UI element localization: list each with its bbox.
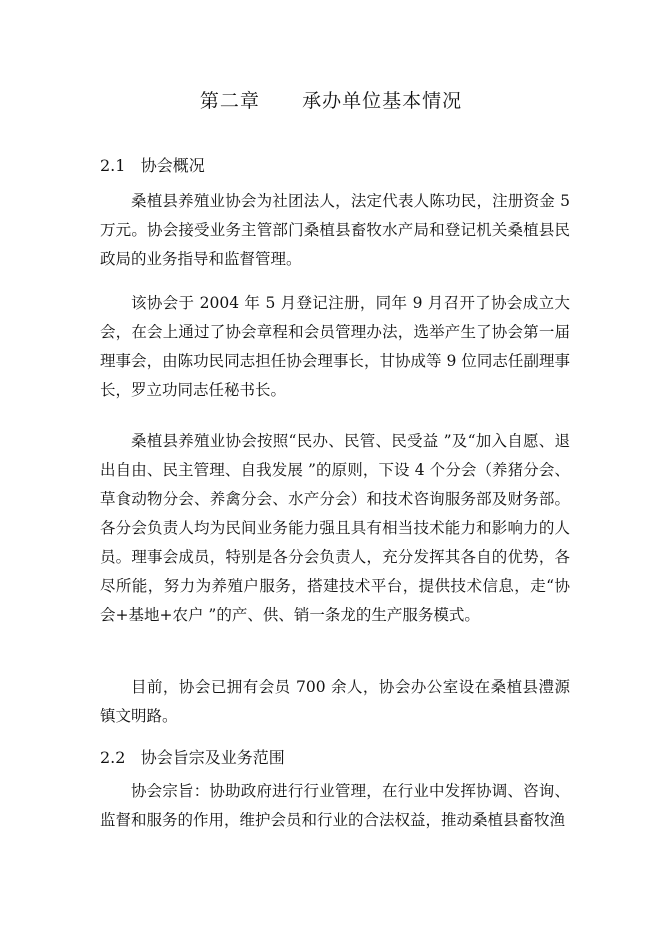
paragraph-structure: 桑植县养殖业协会按照“民办、民管、民受益 ”及“加入自愿、退出自由、民主管理、自我发展 ”的原则，下设 4 个分会（养猪分会、草食动物分会、养禽分会、水产分会）和技术咨询服务部及财务部。各分会负责人均为民间业务能力强且具有相当技术能力和影响力的人员。理事会成员，特别是各分会负责人，充分发挥其各自的优势，各尽所能，努力为养殖户服务，搭建技术平台，提供技术信息，走“协会+基地+农户 ”的产、供、销一条龙的生产服务模式。 <box>100 432 570 624</box>
paragraph-members: 目前，协会已拥有会员 700 余人，协会办公室设在桑植县澧源镇文明路。 <box>100 678 570 725</box>
paragraph-purpose: 协会宗旨：协助政府进行行业管理，在行业中发挥协调、咨询、监督和服务的作用，维护会员和行业的合法权益，推动桑植县畜牧渔 <box>100 782 570 829</box>
section-heading-2-1: 2.1 协会概况 <box>100 156 205 175</box>
paragraph-intro: 桑植县养殖业协会为社团法人，法定代表人陈功民，注册资金 5 万元。协会接受业务主管部门桑植县畜牧水产局和登记机关桑植县民政局的业务指导和监督管理。 <box>100 192 570 268</box>
section-heading-2-2: 2.2 协会旨宗及业务范围 <box>100 748 285 767</box>
chapter-title: 第二章 承办单位基本情况 <box>199 90 463 112</box>
paragraph-registration: 该协会于 2004 年 5 月登记注册，同年 9 月召开了协会成立大会，在会上通过了协会章程和会员管理办法，选举产生了协会第一届理事会，由陈功民同志担任协会理事长，甘协成等 9 位同志任副理事长，罗立功同志任秘书长。 <box>100 294 570 399</box>
